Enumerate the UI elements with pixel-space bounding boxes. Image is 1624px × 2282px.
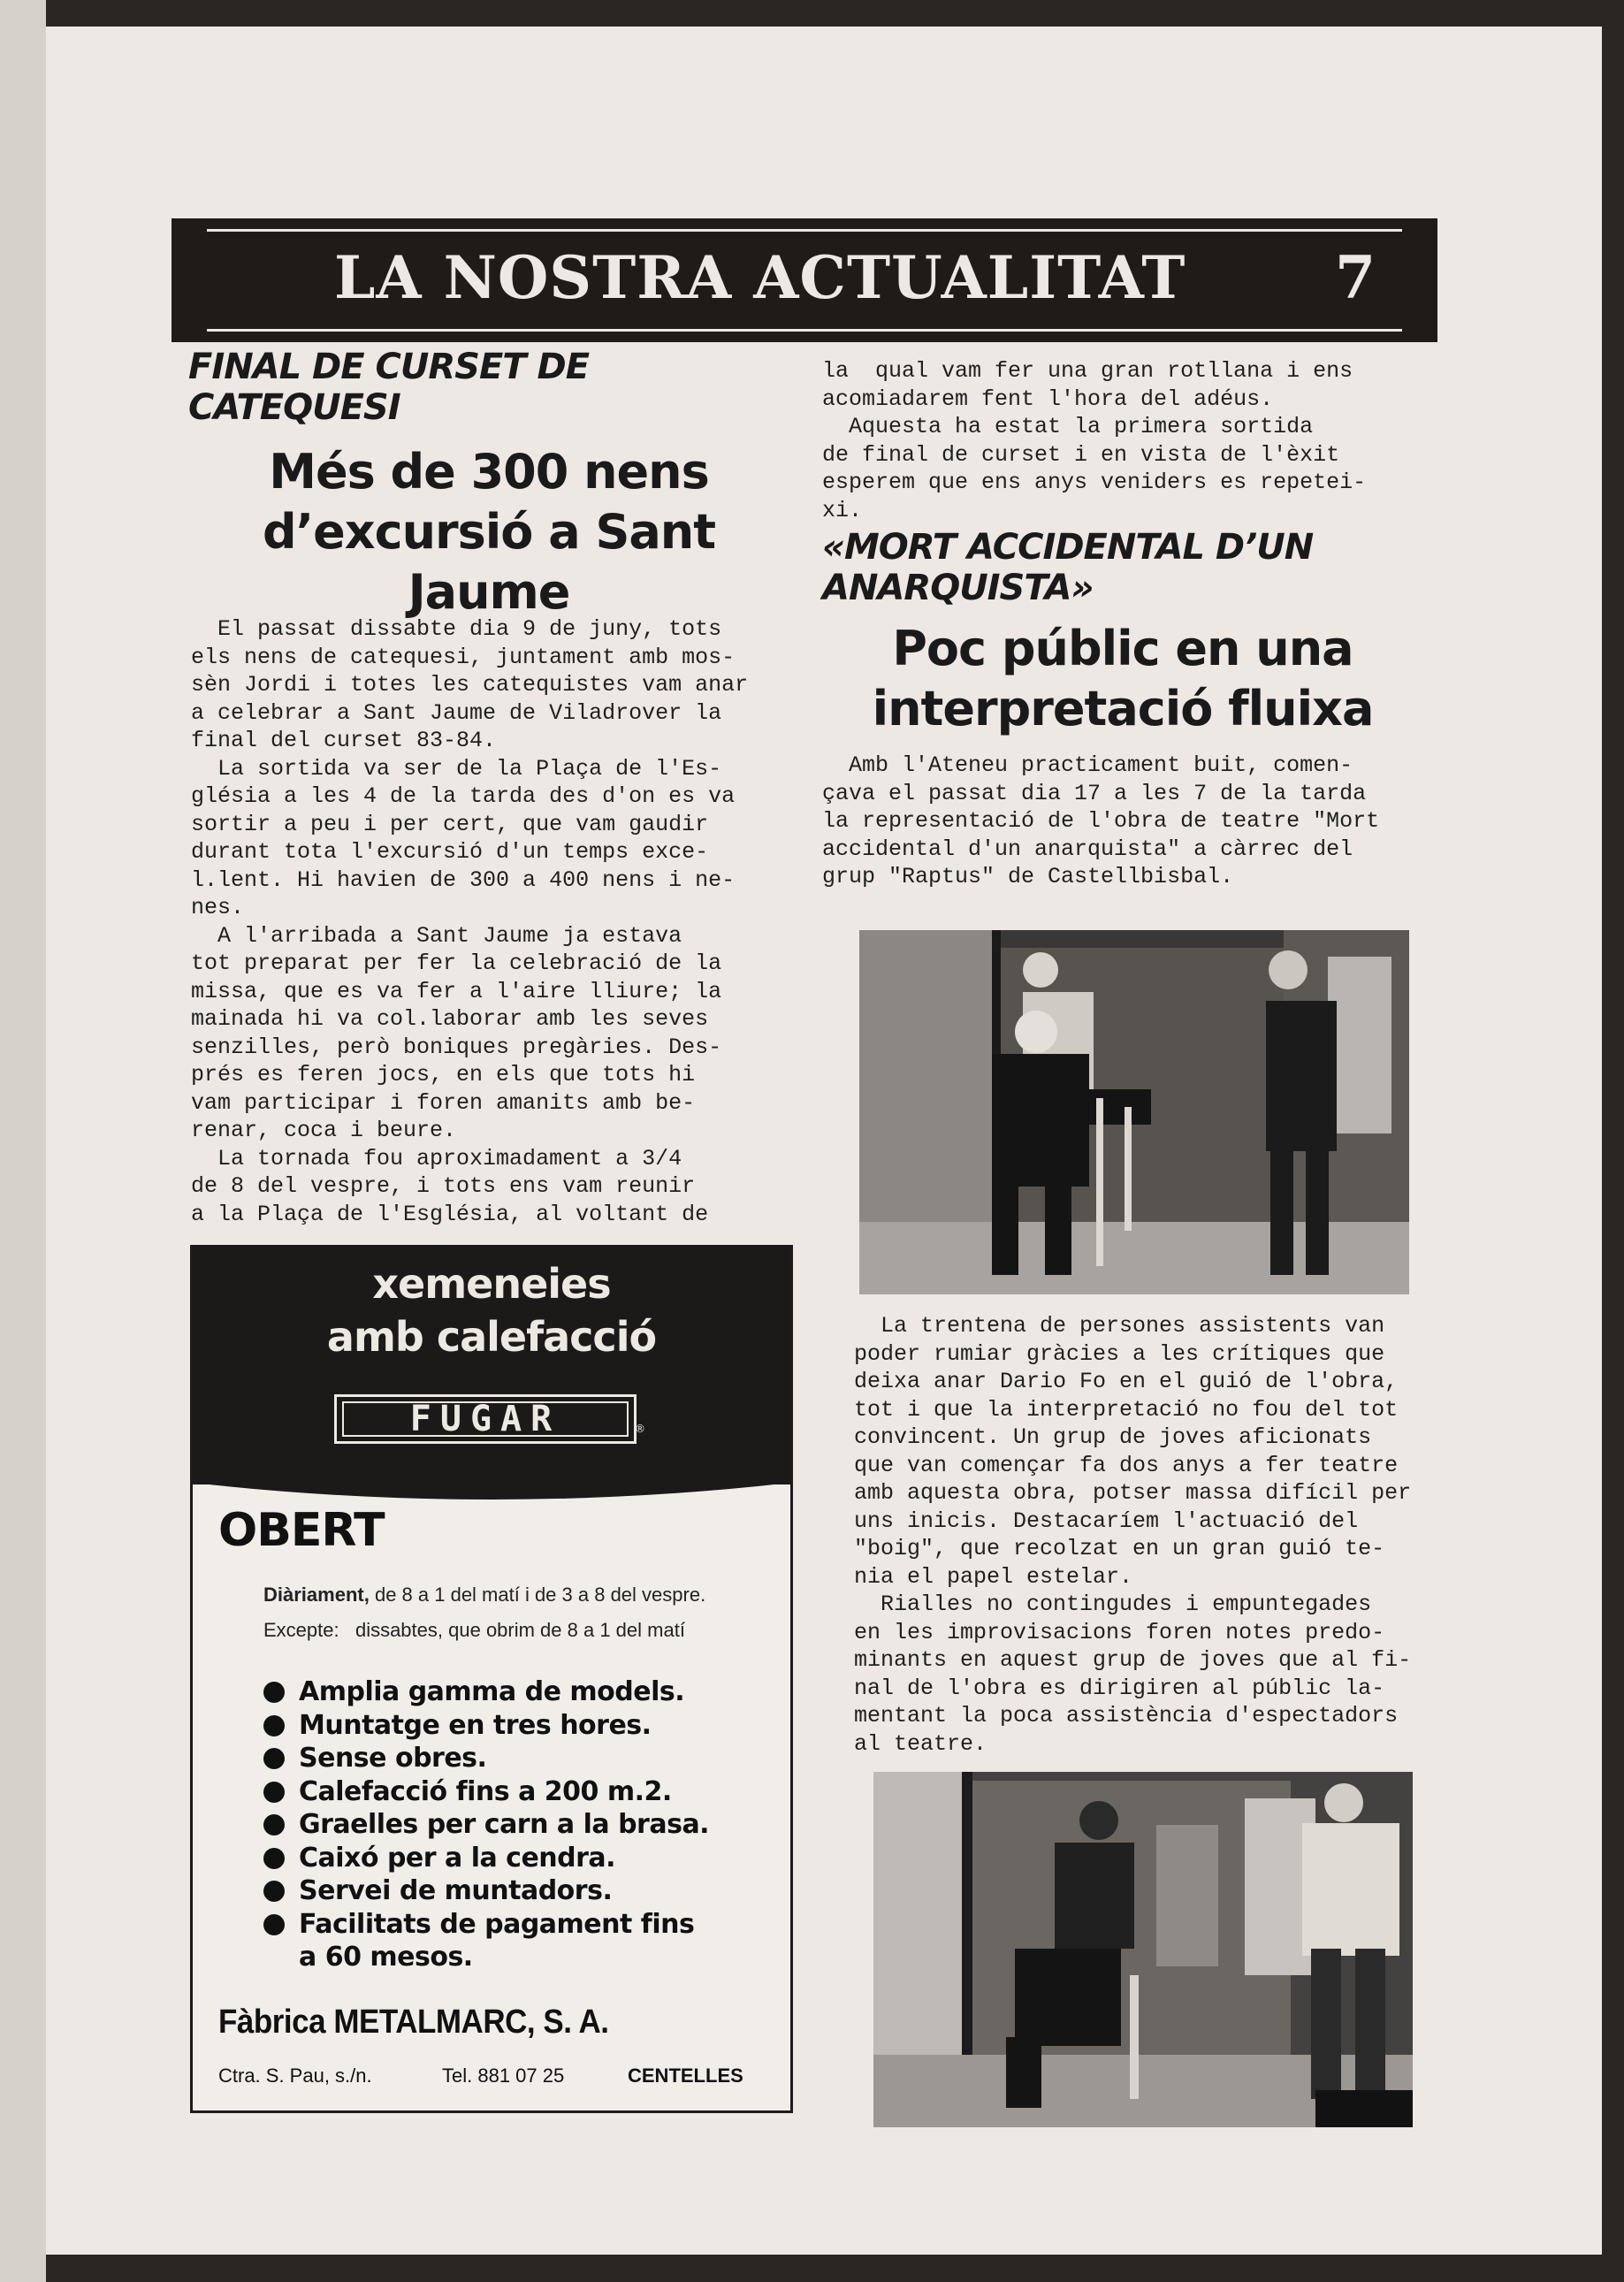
ad-feature-item [263, 1874, 709, 1908]
body-line: prés es feren jocs, en els que tots hi [191, 1062, 696, 1088]
ad-feature-text: Sense obres. [299, 1743, 487, 1774]
registered-mark-icon: ® [635, 1423, 645, 1435]
bullet-icon [263, 1748, 285, 1769]
body-line: nes. [191, 895, 245, 920]
body-line: El passat dissabte dia 9 de juny, tots [191, 616, 722, 642]
body-line: amb aquesta obra, potser massa difícil per [854, 1480, 1412, 1506]
page-number: 7 [1335, 243, 1376, 312]
ad-hours [263, 1584, 705, 1607]
ad-feature-text: Muntatge en tres hores. [299, 1709, 652, 1741]
body-line: tot i que la interpretació no fou del tot [854, 1396, 1399, 1423]
body-line: nia el papel estelar. [854, 1563, 1133, 1590]
theatre-photo-1 [859, 930, 1409, 1294]
body-line: Aquesta ha estat la primera sortida [822, 414, 1314, 439]
ad-features-list [263, 1675, 709, 1974]
body-line: en les improvisacions foren notes predo- [854, 1619, 1385, 1645]
body-line: missa, que es va fer a l'aire lliure; la [191, 978, 722, 1004]
article1-kicker [188, 347, 807, 428]
ad-town: CENTELLES [628, 2064, 743, 2087]
body-line: glésia a les 4 de la tarda des d'on es va [191, 783, 736, 809]
binding-edge [0, 0, 46, 2282]
bullet-icon [263, 1715, 285, 1736]
article2-body [854, 1312, 1411, 1758]
body-line: A l'arribada a Sant Jaume ja estava [191, 922, 682, 949]
article1-headline [188, 442, 789, 622]
bullet-icon [263, 1881, 285, 1902]
theatre-photo-2 [873, 1772, 1413, 2127]
ad-feature-item [263, 1709, 709, 1743]
section-title: LA NOSTRA ACTUALITAT [334, 243, 1186, 312]
headline-line: Més de 300 nens [269, 444, 709, 500]
body-line: renar, coca i beure. [191, 1118, 457, 1143]
ad-feature-item [263, 1842, 709, 1875]
body-line: que van començar fa dos anys a fer teatre [854, 1452, 1399, 1478]
body-line: sortir a peu i per cert, que vam gaudir [191, 811, 709, 837]
ad-phone: Tel. 881 07 25 [442, 2064, 565, 2087]
fugar-advertisement [190, 1245, 793, 2113]
ad-feature-text: Servei de muntadors. [299, 1875, 613, 1906]
ad-feature-text: Graelles per carn a la brasa. [299, 1809, 710, 1840]
ad-feature-text: Amplia gamma de models. [299, 1676, 685, 1707]
body-line: esperem que ens anys veniders es repetei- [822, 469, 1367, 495]
ad-feature-text: Facilitats de pagament fins a 60 mesos. [299, 1908, 695, 1973]
ad-headline-line: xemeneies [372, 1260, 611, 1308]
body-line: Rialles no contingudes i empuntegades [854, 1591, 1372, 1617]
bullet-icon [263, 1682, 285, 1703]
body-line: l.lent. Hi havien de 300 a 400 nens i ne- [191, 866, 736, 893]
body-line: grup "Raptus" de Castellbisbal. [822, 864, 1234, 889]
body-line: els nens de catequesi, juntament amb mos- [191, 644, 736, 670]
article1-body [191, 615, 748, 1228]
body-line: accidental d'un anarquista" a càrrec del [822, 836, 1353, 862]
brand-name: FUGAR [409, 1399, 561, 1439]
body-line: uns inicis. Destacaríem l'actuació del [854, 1507, 1359, 1534]
headline-line: Poc públic en una [892, 621, 1353, 676]
body-line: convincent. Un grup de joves aficionats [854, 1424, 1372, 1450]
ad-address: Ctra. S. Pau, s./n. [218, 2064, 372, 2087]
body-line: mentant la poca assistència d'espectadors [854, 1703, 1399, 1729]
ad-exceptions [263, 1619, 685, 1642]
hours-text: de 8 a 1 del matí i de 3 a 8 del vespre. [374, 1584, 706, 1606]
body-line: tot preparat per fer la celebració de la [191, 950, 722, 976]
section-banner [172, 218, 1437, 342]
body-line: la representació de l'obra de teatre "Mort [822, 808, 1380, 834]
kicker-line: CATEQUESI [188, 387, 400, 428]
ad-feature-item [263, 1808, 709, 1842]
body-line: xi. [822, 497, 863, 523]
article1-continuation [822, 357, 1366, 524]
headline-line: d’excursió a Sant [262, 504, 716, 560]
body-line: senzilles, però boniques pregàries. Des- [191, 1034, 722, 1060]
body-line: La tornada fou aproximadament a 3/4 [191, 1145, 682, 1172]
body-line: deixa anar Dario Fo en el guió de l'obra, [854, 1369, 1399, 1394]
except-label: Excepte: [263, 1619, 339, 1641]
ad-status: OBERT [218, 1504, 385, 1557]
article2-kicker [822, 527, 1441, 608]
body-line: çava el passat dia 17 a les 7 de la tarda [822, 780, 1367, 806]
body-line: vam participar i foren amanits amb be- [191, 1089, 696, 1116]
bullet-icon [263, 1814, 285, 1836]
body-line: "boig", que recolzat en un gran guió te- [854, 1536, 1385, 1561]
body-line: al teatre. [854, 1730, 987, 1757]
hours-label: Diàriament, [263, 1584, 370, 1606]
bullet-icon [263, 1848, 285, 1869]
body-line: La trentena de persones assistents van [854, 1313, 1385, 1339]
body-line: mainada hi va col.laborar amb les seves [191, 1006, 709, 1032]
article2-intro [822, 752, 1379, 891]
fugar-logo [334, 1394, 637, 1444]
body-line: a la Plaça de l'Església, al voltant de [191, 1201, 709, 1227]
ad-feature-item [263, 1742, 709, 1775]
headline-line: Jaume [408, 564, 570, 620]
kicker-line: ANARQUISTA» [822, 568, 1094, 608]
body-line: nal de l'obra es dirigiren al públic la- [854, 1675, 1385, 1701]
body-line: durant tota l'excursió d'un temps exce- [191, 839, 709, 865]
body-line: de final de curset i en vista de l'èxit [822, 441, 1340, 468]
body-line: poder rumiar gràcies a les crítiques que [854, 1340, 1385, 1367]
except-text: dissabtes, que obrim de 8 a 1 del matí [355, 1619, 685, 1641]
kicker-line: «MORT ACCIDENTAL D’UN [822, 527, 1314, 568]
body-line: final del curset 83-84. [191, 728, 497, 753]
body-line: la qual vam fer una gran rotllana i ens [822, 358, 1353, 384]
bullet-icon [263, 1914, 285, 1935]
body-line: Amb l'Ateneu practicament buit, comen- [822, 752, 1353, 778]
body-line: de 8 del vespre, i tots ens vam reunir [191, 1173, 696, 1199]
body-line: acomiadarem fent l'hora del adéus. [822, 385, 1274, 412]
body-line: a celebrar a Sant Jaume de Viladrover la [191, 699, 722, 726]
bullet-icon [263, 1782, 285, 1803]
ad-feature-item [263, 1775, 709, 1809]
article2-headline [822, 619, 1423, 739]
ad-headline-line: amb calefacció [326, 1313, 657, 1361]
ad-feature-item [263, 1675, 709, 1709]
headline-line: interpretació fluixa [872, 681, 1374, 736]
ad-company-name: Fàbrica METALMARC, S. A. [218, 2003, 609, 2041]
kicker-line: FINAL DE CURSET DE [188, 347, 590, 387]
ad-feature-item [263, 1908, 709, 1974]
body-line: sèn Jordi i totes les catequistes vam anar [191, 672, 749, 698]
body-line: minants en aquest grup de joves que al fi- [854, 1647, 1412, 1673]
body-line: La sortida va ser de la Plaça de l'Es- [191, 755, 722, 782]
ad-feature-text: Calefacció fins a 200 m.2. [299, 1775, 672, 1807]
banner-top-rule [207, 229, 1402, 232]
banner-bottom-rule [207, 329, 1402, 332]
ad-feature-text: Caixó per a la cendra. [299, 1842, 616, 1874]
